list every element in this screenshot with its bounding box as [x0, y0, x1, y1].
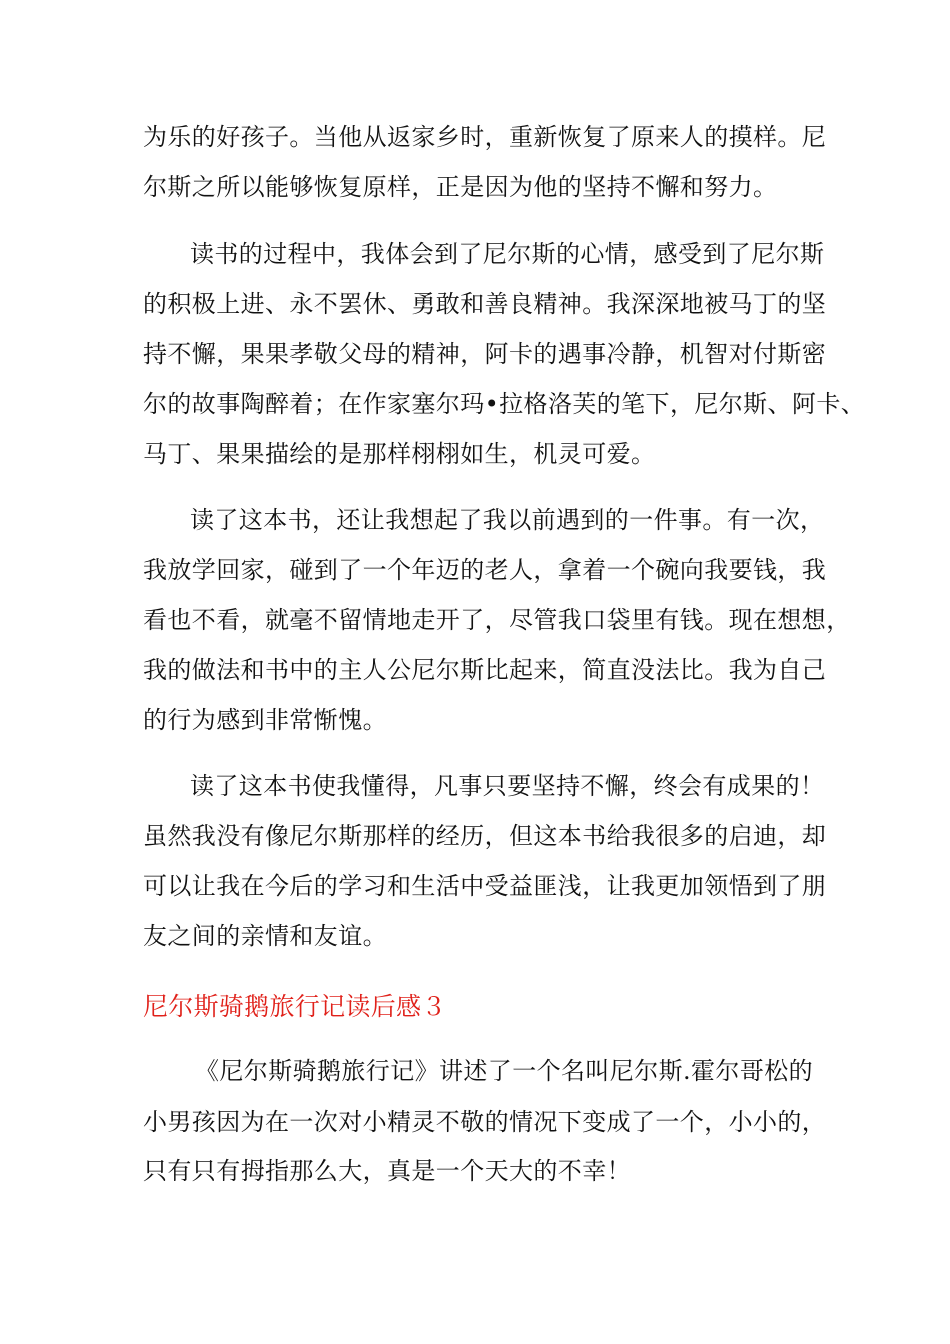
section-paragraph-line-3: 只有只有拇指那么大，真是一个天大的不幸！ [143, 1157, 631, 1185]
paragraph-4-line-2: 虽然我没有像尼尔斯那样的经历，但这本书给我很多的启迪，却 [143, 822, 827, 850]
paragraph-3-line-3: 看也不看，就毫不留情地走开了，尽管我口袋里有钱。现在想想， [143, 606, 851, 634]
paragraph-3-line-5: 的行为感到非常惭愧。 [143, 706, 387, 734]
paragraph-2-line-2: 的积极上进、永不罢休、勇敢和善良精神。我深深地被马丁的坚 [143, 290, 827, 318]
paragraph-2-line-4: 尔的故事陶醉着；在作家塞尔玛•拉格洛芙的笔下，尼尔斯、阿卡、 [143, 390, 866, 418]
paragraph-2-line-5: 马丁、果果描绘的是那样栩栩如生，机灵可爱。 [143, 440, 656, 468]
paragraph-1-line-2: 尔斯之所以能够恢复原样，正是因为他的坚持不懈和努力。 [143, 173, 778, 201]
paragraph-2-line-3: 持不懈，果果孝敬父母的精神，阿卡的遇事冷静，机智对付斯密 [143, 340, 827, 368]
section-paragraph-line-1: 《尼尔斯骑鹅旅行记》讲述了一个名叫尼尔斯.霍尔哥松的 [195, 1057, 814, 1085]
paragraph-4-line-3: 可以让我在今后的学习和生活中受益匪浅，让我更加领悟到了朋 [143, 872, 827, 900]
paragraph-4-line-4: 友之间的亲情和友谊。 [143, 922, 387, 950]
section-paragraph-line-2: 小男孩因为在一次对小精灵不敬的情况下变成了一个，小小的， [143, 1108, 827, 1136]
paragraph-2-line-1: 读书的过程中，我体会到了尼尔斯的心情，感受到了尼尔斯 [190, 240, 825, 268]
paragraph-4-line-1: 读了这本书使我懂得，凡事只要坚持不懈，终会有成果的！ [190, 772, 825, 800]
paragraph-3-line-1: 读了这本书，还让我想起了我以前遇到的一件事。有一次， [190, 506, 825, 534]
section-heading: 尼尔斯骑鹅旅行记读后感３ [143, 992, 447, 1021]
paragraph-3-line-4: 我的做法和书中的主人公尼尔斯比起来，简直没法比。我为自己 [143, 656, 827, 684]
paragraph-3-line-2: 我放学回家，碰到了一个年迈的老人，拿着一个碗向我要钱，我 [143, 556, 827, 584]
paragraph-1-line-1: 为乐的好孩子。当他从返家乡时，重新恢复了原来人的摸样。尼 [143, 123, 827, 151]
